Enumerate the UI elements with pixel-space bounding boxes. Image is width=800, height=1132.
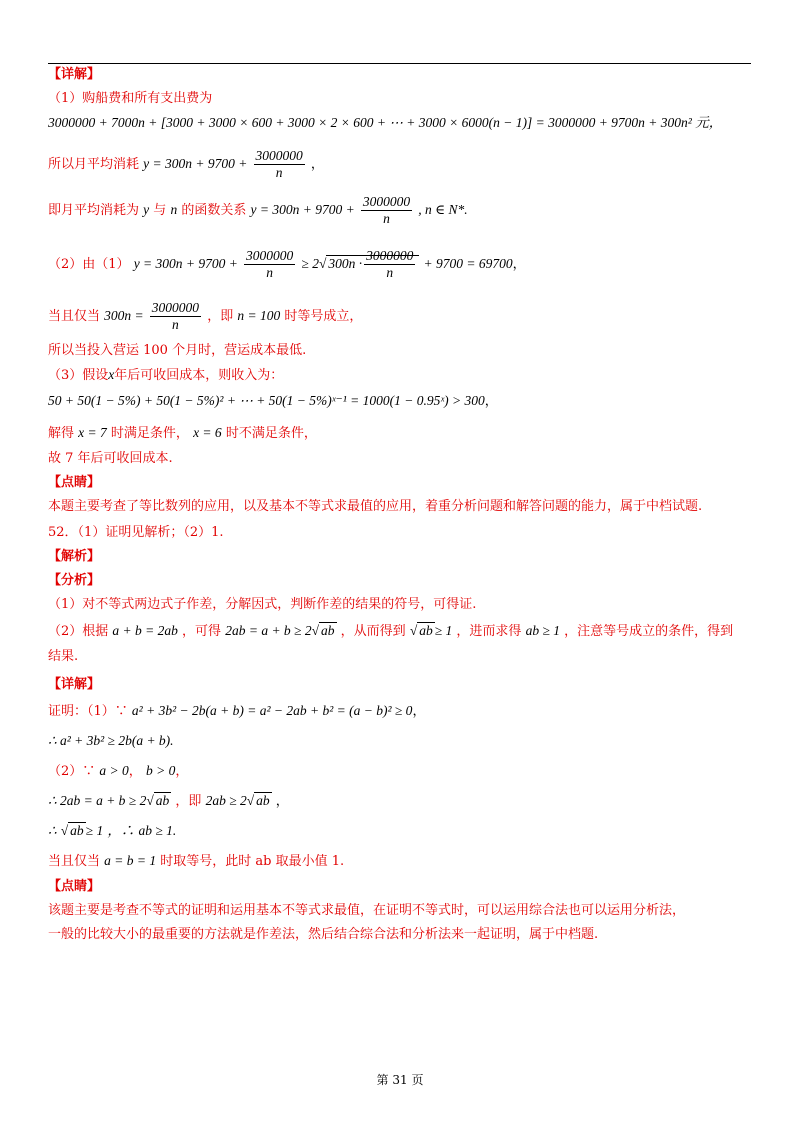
section-tag-comment-2: 【点睛】 bbox=[48, 879, 101, 894]
page-number: 第 31 页 bbox=[376, 1073, 424, 1087]
q52-answer: 52．（1）证明见解析；（2）1. bbox=[48, 525, 224, 540]
part2-inequality-line: （2）由（1） y = 300n + 9700 + $\frac{3000000}{n}$ ≥ 2√ 300n · $\frac{3000000}{n}$ + 9700 = 69700， bbox=[48, 248, 526, 281]
comment-text-2a: 该题主要是考查不等式的证明和运用基本不等式求最值，在证明不等式时，可以运用综合法也可以运用分析法， bbox=[48, 903, 686, 918]
proof-step1: 证明：（1）∵ a² + 3b² − 2b(a + b) = a² − 2ab + b² = (a − b)² ≥ 0， bbox=[48, 703, 426, 719]
section-tag-analysis: 【解析】 bbox=[48, 549, 101, 564]
equality-condition-2: 当且仅当 a = b = 1 时取等号，此时 ab 取最小值 1. bbox=[48, 853, 345, 869]
part3-intro: （3）假设x年后可收回成本，则收入为： bbox=[48, 367, 284, 383]
part2-conclusion: 所以当投入营运 100 个月时，营运成本最低. bbox=[48, 343, 307, 358]
proof-step2: ∴ a² + 3b² ≥ 2b(a + b). bbox=[48, 733, 174, 748]
solve-line: 解得 x = 7 时满足条件， x = 6 时不满足条件， bbox=[48, 425, 317, 441]
analysis-step1: （1）对不等式两边式子作差，分解因式，判断作差的结果的符号，可得证. bbox=[48, 597, 477, 612]
analysis-step2-end: 结果. bbox=[48, 649, 79, 664]
fraction: $\frac{3000000}{n}$ bbox=[151, 300, 200, 332]
average-cost-line: 所以月平均消耗 y = 300n + 9700 + $\frac{3000000}{n}$ ， bbox=[48, 148, 324, 180]
comment-text-2b: 一般的比较大小的最重要的方法就是作差法，然后结合综合法和分析法来一起证明，属于中档题. bbox=[48, 927, 599, 942]
section-tag-comment: 【点睛】 bbox=[48, 475, 101, 490]
top-rule bbox=[48, 63, 751, 64]
section-tag-fenxi: 【分析】 bbox=[48, 573, 101, 588]
part3-expression: 50 + 50(1 − 5%) + 50(1 − 5%)² + ⋯ + 50(1 − 5%)ˣ⁻¹ = 1000(1 − 0.95ˣ) > 300， bbox=[48, 393, 498, 409]
part3-conclusion: 故 7 年后可收回成本. bbox=[48, 451, 173, 466]
proof-part2-premise: （2）∵ a > 0， b > 0， bbox=[48, 763, 189, 779]
proof-part2-result: ∴ √ ab ≥ 1 ，∴ ab ≥ 1. bbox=[48, 823, 177, 838]
section-tag-detail: 【详解】 bbox=[48, 67, 101, 82]
part1-expression: 3000000 + 7000n + [3000 + 3000 × 600 + 3000 × 2 × 600 + ⋯ + 3000 × 6000(n − 1)] = 3000000 + 9700n + 300n² 元， bbox=[48, 115, 723, 130]
part1-intro: （1）购船费和所有支出费为 bbox=[48, 91, 213, 106]
fraction: $\frac{3000000}{n}$ bbox=[362, 194, 411, 226]
function-relation-line: 即月平均消耗为 y 与 n 的函数关系 y = 300n + 9700 + $\frac{3000000}{n}$ , n ∈ N*. bbox=[48, 194, 468, 226]
comment-text: 本题主要考查了等比数列的应用，以及基本不等式求最值的应用，着重分析问题和解答问题的能力，属于中档试题. bbox=[48, 499, 703, 514]
section-tag-detail-2: 【详解】 bbox=[48, 677, 101, 692]
equality-condition-line: 当且仅当 300n = $\frac{3000000}{n}$ ，即 n = 100 时等号成立， bbox=[48, 300, 363, 332]
analysis-step2: （2）根据 a + b = 2ab ，可得 2ab = a + b ≥ 2√ ab ，从而得到 √ ab ≥ 1 ，进而求得 ab ≥ 1 ，注意等号成立的条件，得到 bbox=[48, 623, 734, 639]
fraction: $\frac{3000000}{n}$ bbox=[255, 148, 303, 180]
proof-part2-step: ∴ 2ab = a + b ≥ 2√ ab ，即 2ab ≥ 2√ ab ， bbox=[48, 793, 289, 809]
fraction: $\frac{3000000}{n}$ bbox=[246, 248, 294, 280]
